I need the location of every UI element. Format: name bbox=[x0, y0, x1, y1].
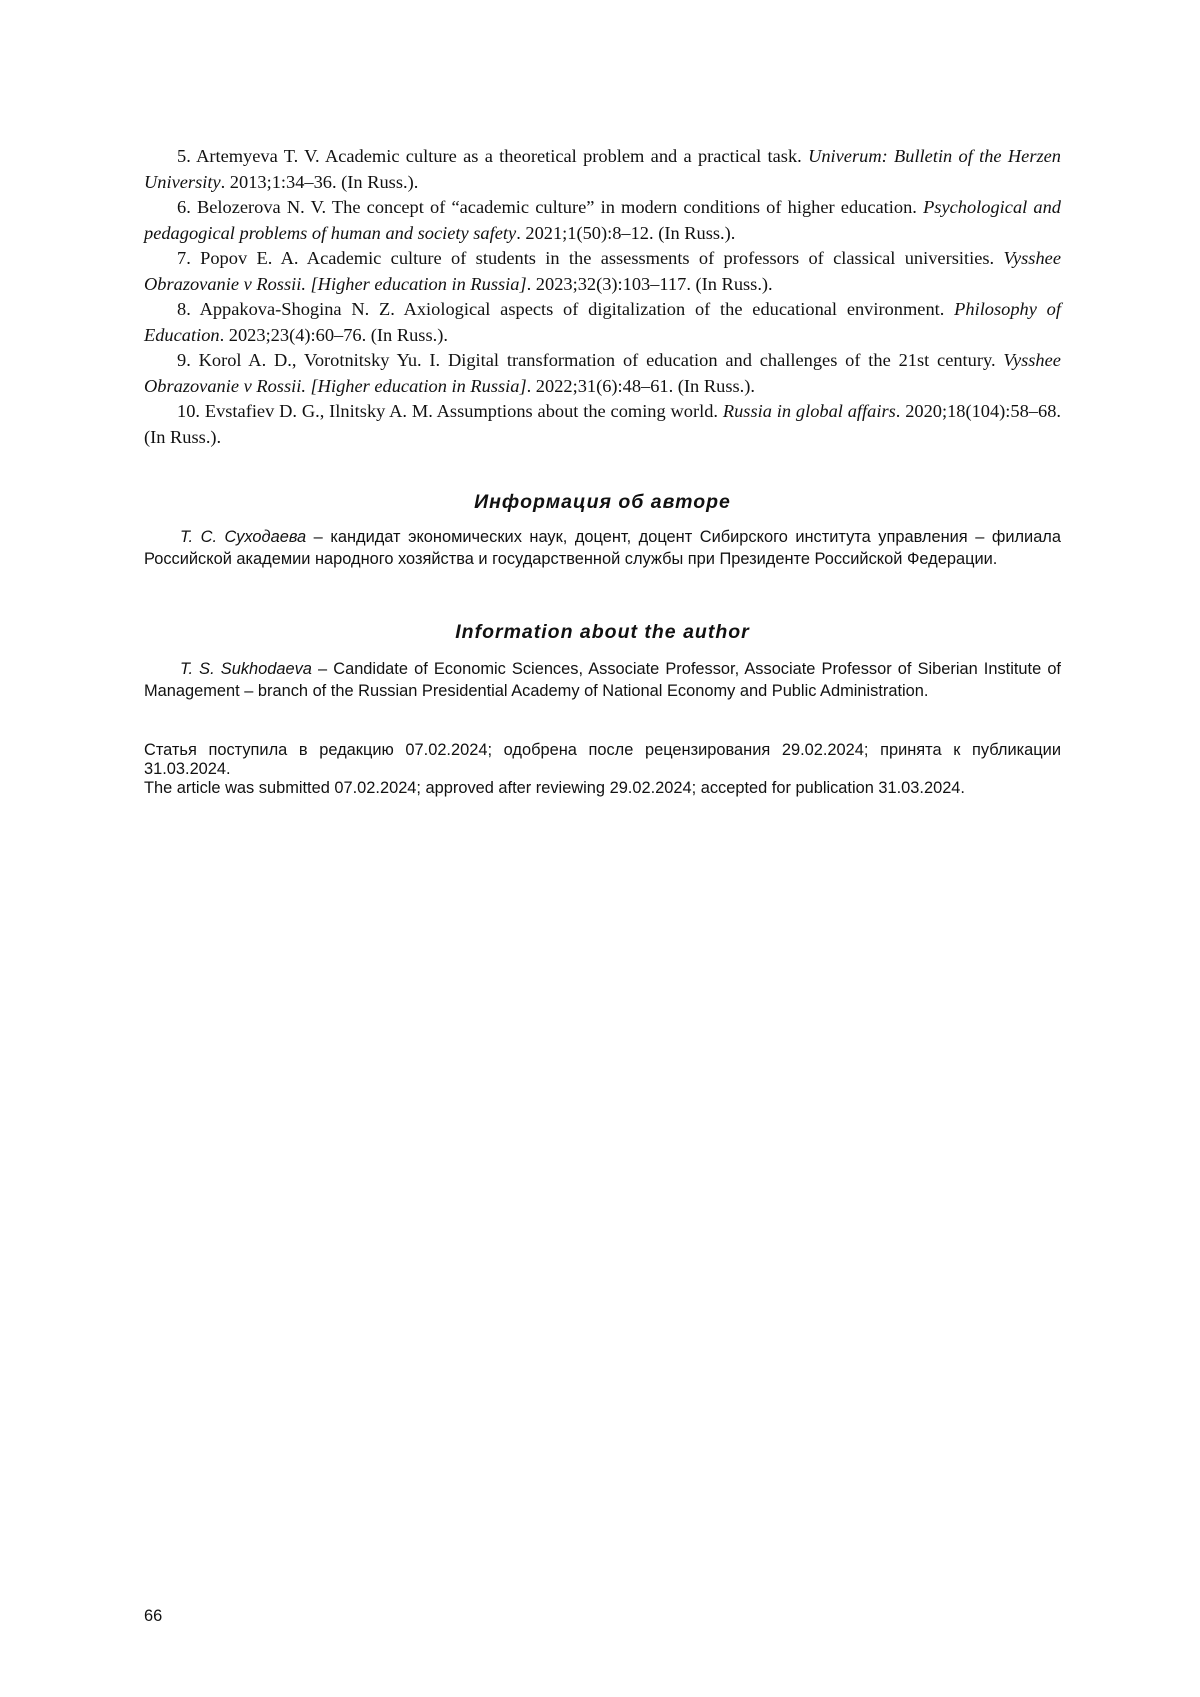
reference-number: 7. bbox=[177, 248, 191, 268]
reference-title: The concept of “academic culture” in modern conditions of higher education. bbox=[331, 197, 917, 217]
reference-authors: Appakova-Shogina N. Z. bbox=[199, 299, 395, 319]
reference-authors: Popov E. A. bbox=[200, 248, 299, 268]
reference-source: Vysshee Obrazovanie v Rossii. [Higher education in Russia] bbox=[144, 350, 1061, 396]
reference-item bbox=[144, 246, 1061, 297]
reference-source: Philosophy of Education bbox=[144, 299, 1061, 345]
reference-number: 5. bbox=[177, 146, 191, 166]
reference-item bbox=[144, 195, 1061, 246]
reference-item bbox=[144, 348, 1061, 399]
reference-details: . 2013;1:34–36. (In Russ.). bbox=[220, 171, 419, 192]
author-description-en: – Candidate of Economic Sciences, Associate Professor, Associate Professor of Siberian Institute of Management – branch of the Russian Presidential Academy of National Economy and Public Administration. bbox=[144, 660, 1061, 700]
article-dates-ru: Статья поступила в редакцию 07.02.2024; одобрена после рецензирования 29.02.2024; принята к публикации 31.03.2024. bbox=[144, 741, 1061, 778]
author-info-heading-ru: Информация об авторе bbox=[474, 491, 731, 513]
reference-authors: Korol A. D., Vorotnitsky Yu. I. bbox=[198, 350, 441, 370]
reference-authors: Artemyeva T. V. bbox=[196, 146, 320, 166]
reference-details: . 2023;32(3):103–117. (In Russ.). bbox=[526, 273, 773, 294]
reference-item bbox=[144, 297, 1061, 348]
reference-source: Vysshee Obrazovanie v Rossii. [Higher education in Russia] bbox=[144, 248, 1061, 294]
reference-details: . 2021;1(50):8–12. (In Russ.). bbox=[516, 222, 736, 243]
reference-number: 10. bbox=[177, 401, 200, 421]
reference-details: . 2022;31(6):48–61. (In Russ.). bbox=[526, 375, 755, 396]
reference-title: Assumptions about the coming world. bbox=[436, 401, 719, 421]
reference-source: Univerum: Bulletin of the Herzen University bbox=[144, 146, 1061, 192]
reference-title: Axiological aspects of digitalization of the educational environment. bbox=[403, 299, 945, 319]
author-name-en: T. S. Sukhodaeva bbox=[180, 660, 312, 678]
reference-details: . 2020;18(104):58–68. (In Russ.). bbox=[144, 401, 1061, 447]
reference-authors: Evstafiev D. G., Ilnitsky A. M. bbox=[204, 401, 433, 421]
reference-title: Digital transformation of education and challenges of the 21st century. bbox=[447, 350, 996, 370]
author-info-en bbox=[144, 658, 1061, 702]
reference-authors: Belozerova N. V. bbox=[196, 197, 327, 217]
reference-source: Russia in global affairs bbox=[722, 401, 896, 421]
reference-item bbox=[144, 399, 1061, 450]
reference-list bbox=[144, 144, 1061, 450]
author-info-heading-en: Information about the author bbox=[455, 621, 750, 643]
page-number: 66 bbox=[144, 1607, 163, 1625]
reference-source: Psychological and pedagogical problems of human and society safety bbox=[144, 197, 1061, 243]
reference-item bbox=[144, 144, 1061, 195]
author-description-ru: – кандидат экономических наук, доцент, доцент Сибирского института управления – филиала Российской академии народного хозяйства и государственной службы при Президенте Российской Федерации. bbox=[144, 528, 1061, 568]
reference-title: Academic culture as a theoretical problem and a practical task. bbox=[324, 146, 802, 166]
reference-number: 6. bbox=[177, 197, 191, 217]
reference-details: . 2023;23(4):60–76. (In Russ.). bbox=[219, 324, 448, 345]
reference-number: 8. bbox=[177, 299, 191, 319]
author-name-ru: Т. С. Суходаева bbox=[180, 528, 307, 546]
article-dates-en: The article was submitted 07.02.2024; approved after reviewing 29.02.2024; accepted for publication 31.03.2024. bbox=[144, 779, 965, 797]
author-info-ru bbox=[144, 526, 1061, 570]
reference-number: 9. bbox=[177, 350, 191, 370]
article-dates bbox=[144, 741, 1061, 798]
reference-title: Academic culture of students in the assessments of professors of classical universities. bbox=[306, 248, 995, 268]
